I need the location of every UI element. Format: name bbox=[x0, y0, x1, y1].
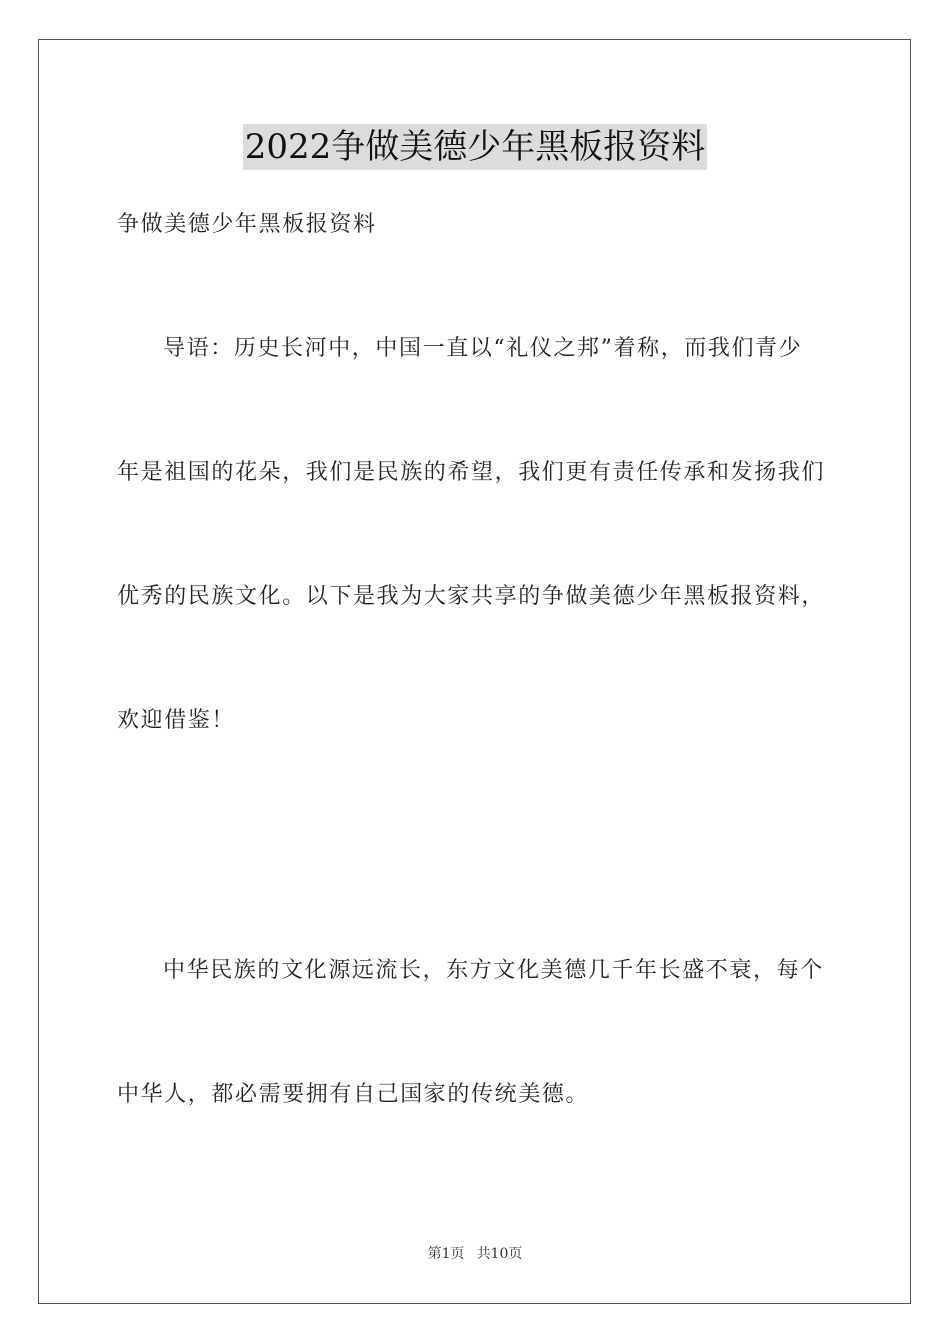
paragraph-1-line-4: 欢迎借鉴！ bbox=[117, 708, 236, 733]
paragraph-2-line-1: 中华民族的文化源远流长，东方文化美德几千年长盛不衰，每个 bbox=[163, 958, 824, 983]
page-number-current: 第1页 bbox=[427, 1246, 465, 1262]
paragraph-2-line-2: 中华人，都必需要拥有自己国家的传统美德。 bbox=[117, 1082, 590, 1107]
document-title: 2022争做美德少年黑板报资料 bbox=[243, 124, 708, 170]
page-number-total: 共10页 bbox=[476, 1246, 523, 1262]
paragraph-1-line-1: 导语：历史长河中，中国一直以“礼仪之邦”着称，而我们青少 bbox=[163, 336, 803, 361]
document-title-block bbox=[0, 124, 950, 170]
paragraph-1-line-3: 优秀的民族文化。以下是我为大家共享的争做美德少年黑板报资料， bbox=[117, 584, 826, 609]
page-footer bbox=[0, 1245, 950, 1263]
paragraph-1-line-2: 年是祖国的花朵，我们是民族的希望，我们更有责任传承和发扬我们 bbox=[117, 460, 826, 485]
document-subtitle: 争做美德少年黑板报资料 bbox=[117, 212, 377, 237]
